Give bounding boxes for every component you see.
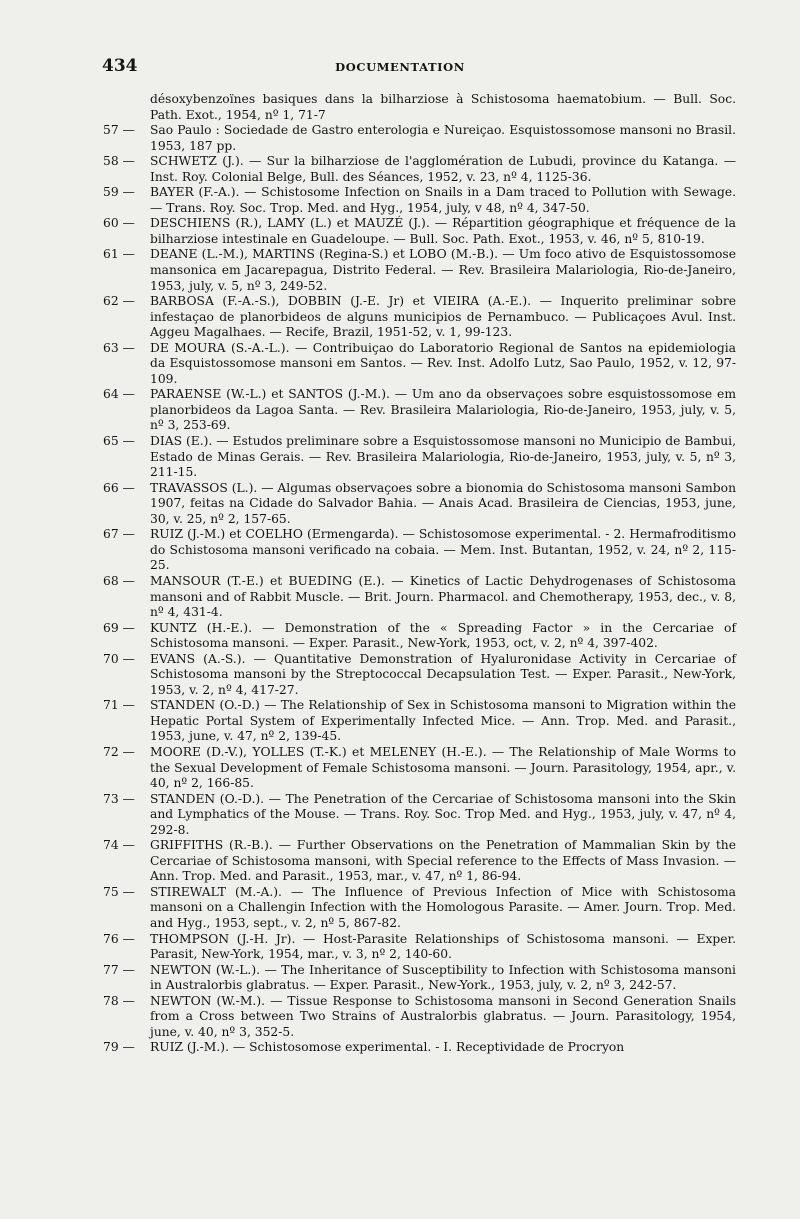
bibliography-entry	[103, 885, 736, 932]
entry-text: BAYER (F.-A.). — Schistosome Infection on Snails in a Dam traced to Pollution with Sewage. — Trans. Roy. Soc. Trop. Med. and Hyg., 1954, july, v 48, nº 4, 347-50.	[150, 185, 736, 215]
entry-number: 59 —	[103, 185, 135, 200]
entry-text: EVANS (A.-S.). — Quantitative Demonstration of Hyaluronidase Activity in Cercariae of Schistosoma mansoni by the Streptococcal Decapsulation Test. — Exper. Parasit., New-York, 1953, v. 2, nº 4, 417-27.	[150, 651, 736, 697]
running-title: DOCUMENTATION	[335, 60, 465, 74]
bibliography-entry	[103, 481, 736, 528]
bibliography-entry	[103, 154, 736, 185]
entry-number: 63 —	[103, 340, 135, 355]
entry-text: BARBOSA (F.-A.-S.), DOBBIN (J.-E. Jr) et VIEIRA (A.-E.). — Inquerito preliminar sobre infestaçao de planorbideos de alguns municipios de Pernambuco. — Publicaçoes Avul. Inst. Aggeu Magalhaes. — Recife, Brazil, 1951-52, v. 1, 99-123.	[150, 294, 736, 340]
bibliography-entry	[103, 341, 736, 388]
entry-text: THOMPSON (J.-H. Jr). — Host-Parasite Relationships of Schistosoma mansoni. — Exper. Parasit, New-York, 1954, mar., v. 3, nº 2, 140-60.	[150, 931, 736, 962]
entry-text: NEWTON (W.-M.). — Tissue Response to Schistosoma mansoni in Second Generation Snails from a Cross between Two Strains of Australorbis glabratus. — Journ. Parasitology, 1954, june, v. 40, nº 3, 352-5.	[150, 993, 736, 1039]
entry-number: 61 —	[103, 247, 135, 262]
bibliography-entry	[103, 216, 736, 247]
bibliography-entry	[103, 1040, 736, 1056]
bibliography-entry	[103, 932, 736, 963]
entry-number: 62 —	[103, 294, 135, 309]
bibliography-entry	[103, 527, 736, 574]
entry-number: 68 —	[103, 573, 135, 588]
bibliography-entry	[103, 387, 736, 434]
entry-text: MANSOUR (T.-E.) et BUEDING (E.). — Kinetics of Lactic Dehydrogenases of Schistosoma mansoni and of Rabbit Muscle. — Brit. Journ. Pharmacol. and Chemotherapy, 1953, dec., v. 8, nº 4, 431-4.	[150, 573, 736, 620]
entry-number: 71 —	[103, 698, 135, 713]
entry-number: 73 —	[103, 791, 135, 806]
entry-number: 70 —	[103, 651, 135, 666]
entry-text: NEWTON (W.-L.). — The Inheritance of Susceptibility to Infection with Schistosoma mansoni in Australorbis glabratus. — Exper. Parasit., New-York., 1953, july, v. 2, nº 3, 242-57.	[150, 962, 736, 993]
entry-number: 77 —	[103, 962, 135, 977]
entry-number: 58 —	[103, 154, 135, 169]
page-number: 434	[102, 56, 138, 76]
entry-number: 66 —	[103, 480, 135, 495]
entry-number: 79 —	[103, 1040, 135, 1055]
bibliography-entry	[103, 745, 736, 792]
bibliography-entry	[103, 792, 736, 839]
entry-text: STANDEN (O.-D.) — The Relationship of Sex in Schistosoma mansoni to Migration within the Hepatic Portal System of Experimentally Infected Mice. — Ann. Trop. Med. and Parasit., 1953, june, v. 47, nº 2, 139-45.	[150, 698, 736, 744]
entry-text: TRAVASSOS (L.). — Algumas observaçoes sobre a bionomia do Schistosoma mansoni Sambon 1907, feitas na Cidade do Salvador Bahia. — Anais Acad. Brasileira de Ciencias, 1953, june, 30, v. 25, nº 2, 157-65.	[150, 480, 736, 526]
bibliography-entry	[103, 185, 736, 216]
entry-number: 57 —	[103, 123, 135, 138]
bibliography-entry	[103, 123, 736, 154]
entry-text: STANDEN (O.-D.). — The Penetration of the Cercariae of Schistosoma mansoni into the Skin and Lymphatics of the Mouse. — Trans. Roy. Soc. Trop Med. and Hyg., 1953, july, v. 47, nº 4, 292-8.	[150, 791, 736, 837]
entry-number: 65 —	[103, 434, 135, 449]
entry-number: 64 —	[103, 387, 135, 402]
bibliography-entry	[103, 698, 736, 745]
entry-text: DESCHIENS (R.), LAMY (L.) et MAUZÉ (J.). — Répartition géographique et fréquence de la bilharziose intestinale en Guadeloupe. — Bull. Soc. Path. Exot., 1953, v. 46, nº 5, 810-19.	[150, 216, 736, 246]
bibliography-entry	[103, 994, 736, 1041]
entry-number: 78 —	[103, 993, 135, 1008]
entry-text: STIREWALT (M.-A.). — The Influence of Previous Infection of Mice with Schistosoma mansoni on a Challengin Infection with the Homologous Parasite. — Amer. Journ. Trop. Med. and Hyg., 1953, sept., v. 2, nº 5, 867-82.	[150, 884, 736, 930]
bibliography-entry	[103, 621, 736, 652]
bibliography-list	[103, 92, 736, 1056]
entry-text: GRIFFITHS (R.-B.). — Further Observations on the Penetration of Mammalian Skin by the Cercariae of Schistosoma mansoni, with Special reference to the Effects of Mass Invasion. — Ann. Trop. Med. and Parasit., 1953, mar., v. 47, nº 1, 86-94.	[150, 838, 736, 884]
bibliography-entry	[103, 92, 736, 123]
entry-text: RUIZ (J.-M.). — Schistosomose experimental. - I. Receptividade de Procryon	[150, 1040, 625, 1055]
entry-number: 69 —	[103, 620, 135, 635]
bibliography-entry	[103, 434, 736, 481]
entry-number: 76 —	[103, 931, 135, 946]
bibliography-entry	[103, 294, 736, 341]
entry-number: 75 —	[103, 884, 135, 899]
entry-text: désoxybenzoïnes basiques dans la bilharziose à Schistosoma haematobium. — Bull. Soc. Path. Exot., 1954, nº 1, 71-7	[150, 92, 736, 122]
entry-text: KUNTZ (H.-E.). — Demonstration of the « Spreading Factor » in the Cercariae of Schistosoma mansoni. — Exper. Parasit., New-York, 1953, oct, v. 2, nº 4, 397-402.	[150, 620, 736, 651]
bibliography-entry	[103, 963, 736, 994]
entry-text: DIAS (E.). — Estudos preliminare sobre a Esquistossomose mansoni no Municipio de Bambui, Estado de Minas Gerais. — Rev. Brasileira Malariologia, Rio-de-Janeiro, 1953, july, v. 5, nº 3, 211-15.	[150, 434, 736, 480]
entry-number: 60 —	[103, 216, 135, 231]
entry-text: SCHWETZ (J.). — Sur la bilharziose de l'agglomération de Lubudi, province du Katanga. — Inst. Roy. Colonial Belge, Bull. des Séances, 1952, v. 23, nº 4, 1125-36.	[150, 154, 736, 184]
bibliography-entry	[103, 247, 736, 294]
bibliography-entry	[103, 574, 736, 621]
bibliography-entry	[103, 838, 736, 885]
bibliography-entry	[103, 652, 736, 699]
entry-number: 74 —	[103, 838, 135, 853]
entry-text: DEANE (L.-M.), MARTINS (Regina-S.) et LOBO (M.-B.). — Um foco ativo de Esquistossomose mansonica em Jacarepagua, Distrito Federal. — Rev. Brasileira Malariologia, Rio-de-Janeiro, 1953, july, v. 5, nº 3, 249-52.	[150, 247, 736, 293]
entry-text: MOORE (D.-V.), YOLLES (T.-K.) et MELENEY (H.-E.). — The Relationship of Male Worms to the Sexual Development of Female Schistosoma mansoni. — Journ. Parasitology, 1954, apr., v. 40, nº 2, 166-85.	[150, 744, 736, 791]
entry-number: 67 —	[103, 527, 135, 542]
entry-text: RUIZ (J.-M.) et COELHO (Ermengarda). — Schistosomose experimental. - 2. Hermafroditismo do Schistosoma mansoni verificado na cobaia. — Mem. Inst. Butantan, 1952, v. 24, nº 2, 115-25.	[150, 527, 736, 573]
entry-text: PARAENSE (W.-L.) et SANTOS (J.-M.). — Um ano da observaçoes sobre esquistossomose em planorbideos da Lagoa Santa. — Rev. Brasileira Malariologia, Rio-de-Janeiro, 1953, july, v. 5, nº 3, 253-69.	[150, 387, 736, 433]
entry-text: Sao Paulo : Sociedade de Gastro enterologia e Nureiçao. Esquistossomose mansoni no Brasil. 1953, 187 pp.	[150, 123, 736, 153]
entry-number: 72 —	[103, 744, 135, 759]
entry-text: DE MOURA (S.-A.-L.). — Contribuiçao do Laboratorio Regional de Santos na epidemiologia da Esquistossomose mansoni em Santos. — Rev. Inst. Adolfo Lutz, Sao Paulo, 1952, v. 12, 97-109.	[150, 340, 736, 386]
